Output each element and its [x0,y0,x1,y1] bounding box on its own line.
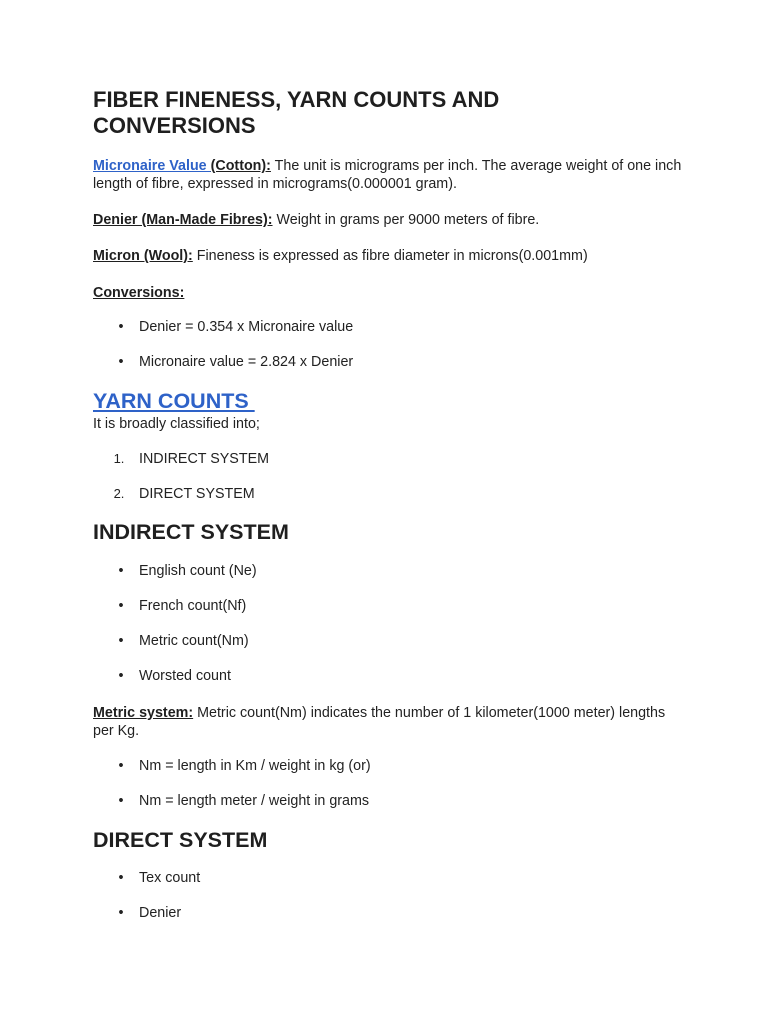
denier-text: Weight in grams per 9000 meters of fibre. [272,212,540,228]
bullet-icon: • [118,793,124,809]
list-item-text: Micronaire value = 2.824 x Denier [139,354,354,370]
yarn-counts-heading-link[interactable]: YARN COUNTS [93,389,255,413]
bullet-icon: • [118,354,124,370]
micronaire-label: (Cotton): [210,158,271,174]
bullet-icon: • [118,319,124,335]
bullet-icon: • [118,598,124,614]
bullet-icon: • [118,870,124,886]
metric-system-label: Metric system: [93,705,194,721]
conversions-label: Conversions: [93,285,185,301]
metric-system-text: Metric count(Nm) indicates the number of 1 kilometer(1000 meter) lengths per Kg. [93,705,666,739]
micron-label: Micron (Wool): [93,248,193,264]
denier-paragraph [93,211,683,229]
list-item-text: French count(Nf) [139,598,247,614]
yarn-counts-intro: It is broadly classified into; [93,416,260,432]
list-item-text: INDIRECT SYSTEM [139,451,270,467]
bullet-icon: • [118,905,124,921]
micronaire-paragraph [93,157,683,193]
indirect-system-heading: INDIRECT SYSTEM [93,520,289,544]
denier-label: Denier (Man-Made Fibres): [93,212,273,228]
list-number: 1. [113,451,125,466]
micron-text: Fineness is expressed as fibre diameter in microns(0.001mm) [192,248,588,264]
list-item-text: DIRECT SYSTEM [139,486,255,502]
document-title: FIBER FINENESS, YARN COUNTS AND CONVERSIONS [93,87,500,138]
list-item-text: Denier [139,905,182,921]
bullet-icon: • [118,758,124,774]
micronaire-value-link[interactable]: Micronaire Value [93,158,211,174]
list-item-text: Nm = length in Km / weight in kg (or) [139,758,371,774]
conversions-paragraph [93,284,683,302]
bullet-icon: • [118,633,124,649]
metric-system-paragraph [93,704,683,740]
list-item-text: Denier = 0.354 x Micronaire value [139,319,354,335]
list-item-text: Worsted count [139,668,231,684]
bullet-icon: • [118,668,124,684]
list-number: 2. [113,486,125,501]
list-item-text: Nm = length meter / weight in grams [139,793,370,809]
direct-system-heading: DIRECT SYSTEM [93,828,268,852]
micronaire-text: The unit is micrograms per inch. The average weight of one inch length of fibre, expressed in micrograms(0.000001 gram). [93,158,682,192]
micron-paragraph [93,247,683,265]
list-item-text: Tex count [139,870,201,886]
list-item-text: English count (Ne) [139,563,257,579]
list-item-text: Metric count(Nm) [139,633,249,649]
bullet-icon: • [118,563,124,579]
